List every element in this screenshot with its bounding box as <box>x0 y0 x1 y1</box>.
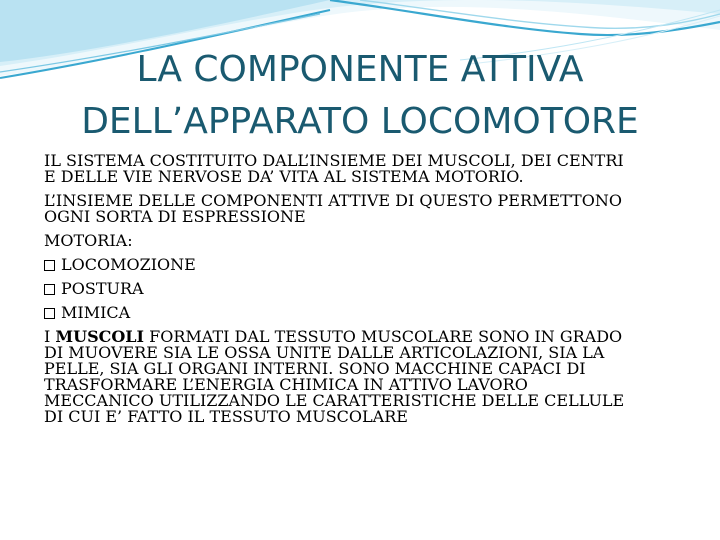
checkbox-bullet-icon <box>44 284 55 295</box>
checkbox-bullet-icon <box>44 260 55 271</box>
slide-body <box>44 153 694 433</box>
paragraph-1: IL SISTEMA COSTITUITO DALL’INSIEME DEI MUSCOLI, DEI CENTRI E DELLE VIE NERVOSE DA’ VITA AL SISTEMA MOTORIO. <box>44 151 624 186</box>
muscoli-bold-term: MUSCOLI <box>55 327 145 346</box>
list-item: MIMICA <box>44 305 694 321</box>
checkbox-bullet-icon <box>44 308 55 319</box>
slide-title <box>20 44 700 148</box>
paragraph-2: L’INSIEME DELLE COMPONENTI ATTIVE DI QUESTO PERMETTONO OGNI SORTA DI ESPRESSIONE <box>44 191 622 226</box>
list-item: POSTURA <box>44 281 694 297</box>
list-item: LOCOMOZIONE <box>44 257 694 273</box>
paragraph-3: MOTORIA: <box>44 231 133 250</box>
paragraph-4: I MUSCOLI FORMATI DAL TESSUTO MUSCOLARE SONO IN GRADO DI MUOVERE SIA LE OSSA UNITE DALLE ARTICOLAZIONI, SIA LA PELLE, SIA GLI ORGANI INTERNI. SONO MACCHINE CAPACI DI TRASFORMARE L’ENERGIA CHIMICA IN ATTIVO LAVORO MECCANICO UTILIZZANDO LE CARATTERISTICHE DELLE CELLULE DI CUI E’ FATTO IL TESSUTO MUSCOLARE <box>44 327 625 426</box>
title-line-2: DELL’APPARATO LOCOMOTORE <box>81 101 639 142</box>
title-line-1: LA COMPONENTE ATTIVA <box>136 49 584 90</box>
